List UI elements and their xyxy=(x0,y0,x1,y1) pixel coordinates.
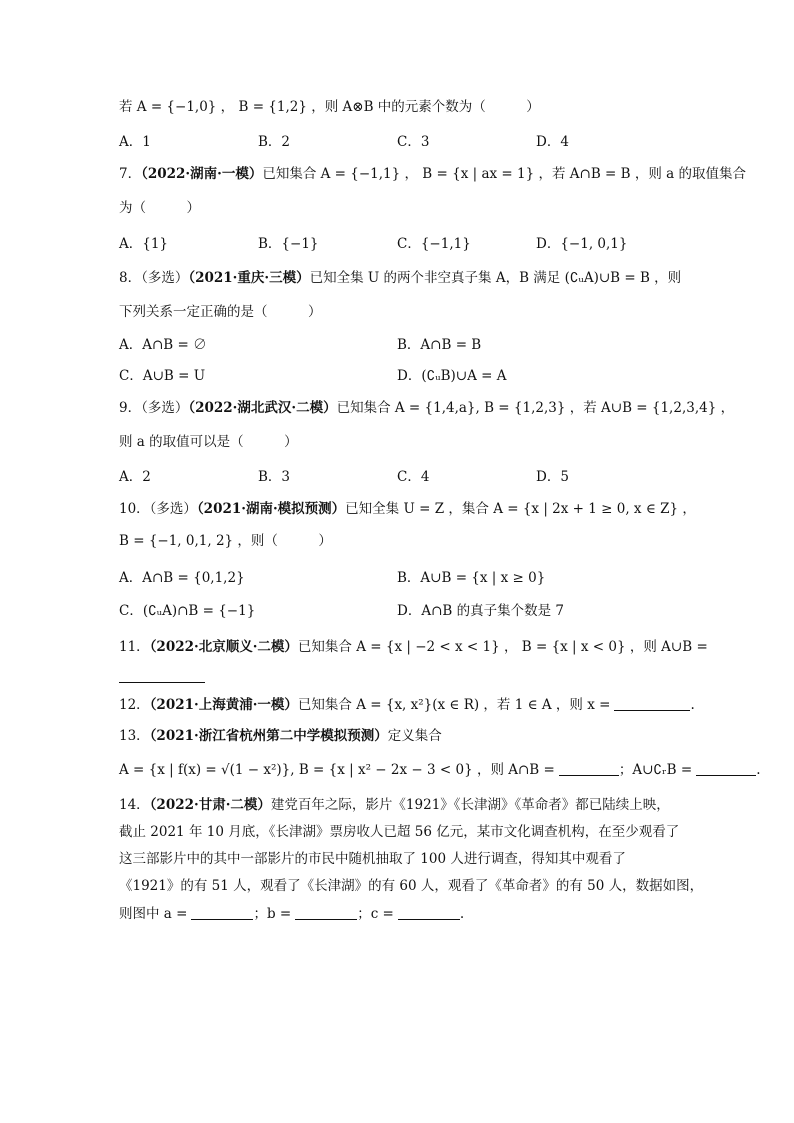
q13-number: 13． xyxy=(119,728,150,744)
q9-option-d: D．5 xyxy=(536,469,569,485)
q8-stem-line2: 下列关系一定正确的是（ ） xyxy=(119,304,322,320)
q9-stem-line1 xyxy=(119,398,734,418)
q9-option-c: C．4 xyxy=(397,469,430,485)
q7-stem-line2: 为（ ） xyxy=(119,200,200,216)
q7-text: 已知集合 A = {−1,1} ， B = {x | ax = 1} ，若 A∩B = B ，则 a 的取值集合 xyxy=(262,166,746,182)
q11-answer-line xyxy=(119,667,205,687)
q6-option-a: A．1 xyxy=(119,134,151,150)
q7-source: （2022·湖南·一模） xyxy=(141,166,263,182)
q10-option-a: A．A∩B = {0,1,2} xyxy=(119,570,245,586)
q11-text: 已知集合 A = {x | −2 < x < 1} ， B = {x | x < 0} ，则 A∪B = xyxy=(297,639,708,655)
q8-source: （2021·重庆·三模） xyxy=(188,270,310,286)
q11-number: 11． xyxy=(119,639,150,655)
q9-option-a: A．2 xyxy=(119,469,151,485)
q8-option-d: D．(∁ᵤB)∪A = A xyxy=(397,368,507,384)
q14-stem-line4: 《1921》的有 51 人，观看了《长津湖》的有 60 人，观看了《革命者》的有 50 人，数据如图， xyxy=(119,878,704,894)
q9-option-b: B．3 xyxy=(258,469,291,485)
q9-source: （2022·湖北武汉·二模） xyxy=(188,400,337,416)
q10-text: 已知全集 U = Z ，集合 A = {x | 2x + 1 ≥ 0, x ∈ Z} ， xyxy=(345,501,696,517)
q7-stem-line1 xyxy=(119,164,746,184)
q14-answer-blank-b[interactable] xyxy=(295,905,357,920)
q14-text-1: 建党百年之际，影片《1921》《长津湖》《革命者》都已陆续上映， xyxy=(270,797,670,813)
q14-text-b: ；b = xyxy=(253,906,292,922)
q13-answer-blank-2[interactable] xyxy=(696,761,756,776)
q6-option-b: B．2 xyxy=(258,134,291,150)
q8-prefix: 8．（多选） xyxy=(119,270,189,286)
q13-stem-line1 xyxy=(119,726,442,746)
q7-option-b: B．{−1} xyxy=(258,236,319,252)
q12-source: （2021·上海黄浦·一模） xyxy=(149,697,298,713)
q14-stem-line2: 截止 2021 年 10 月底，《长津湖》票房收人已超 56 亿元，某市文化调查机构，在至少观看了 xyxy=(119,824,680,840)
q9-stem-line2: 则 a 的取值可以是（ ） xyxy=(119,434,298,450)
q14-number: 14． xyxy=(119,797,150,813)
q8-text: 已知全集 U 的两个非空真子集 A，B 满足 (∁ᵤA)∪B = B ，则 xyxy=(309,270,682,286)
q8-option-a: A．A∩B = ∅ xyxy=(119,337,207,353)
q6-option-d: D．4 xyxy=(536,134,569,150)
q7-option-c: C．{−1,1} xyxy=(397,236,471,252)
q13-stem-line2: A = {x | f(x) = √(1 − x²)}, B = {x | x² − 2x − 3 < 0} ，则 A∩B = ；A∪∁ᵣB = . xyxy=(119,762,761,778)
q12-answer-blank[interactable] xyxy=(614,696,690,711)
q13-text-a: A = {x | f(x) = √(1 − x²)}, B = {x | x² − 2x − 3 < 0} ，则 A∩B = xyxy=(119,762,555,778)
q10-option-d: D．A∩B 的真子集个数是 7 xyxy=(397,603,564,619)
q10-stem-line1 xyxy=(119,499,696,519)
q8-option-b: B．A∩B = B xyxy=(397,337,482,353)
q14-stem-line5: 则图中 a = ；b = ；c = . xyxy=(119,906,465,922)
q7-number: 7． xyxy=(119,166,142,182)
q12-stem: 12．（2021·上海黄浦·一模）已知集合 A = {x, x²}(x ∈ R) ，若 1 ∈ A ，则 x = . xyxy=(119,697,695,713)
q11-stem-line1 xyxy=(119,637,708,657)
q13-text: 定义集合 xyxy=(387,728,442,744)
q6-stem: 若 A = {−1,0} ， B = {1,2} ，则 A⊗B 中的元素个数为（ ） xyxy=(119,99,540,115)
q9-prefix: 9．（多选） xyxy=(119,400,189,416)
q14-stem-line1 xyxy=(119,795,670,815)
q7-option-a: A．{1} xyxy=(119,236,169,252)
q14-text-c: ；c = xyxy=(357,906,394,922)
q13-source: （2021·浙江省杭州第二中学模拟预测） xyxy=(149,728,388,744)
q14-answer-blank-a[interactable] xyxy=(191,905,253,920)
q10-prefix: 10．（多选） xyxy=(119,501,197,517)
q14-text-a: 则图中 a = xyxy=(119,906,188,922)
q10-option-c: C．(∁ᵤA)∩B = {−1} xyxy=(119,603,256,619)
q14-stem-line3: 这三部影片中的其中一部影片的市民中随机抽取了 100 人进行调查，得知其中观看了 xyxy=(119,851,626,867)
q14-answer-blank-c[interactable] xyxy=(398,905,460,920)
q12-text: 已知集合 A = {x, x²}(x ∈ R) ，若 1 ∈ A ，则 x = xyxy=(297,697,611,713)
q13-text-b: ；A∪∁ᵣB = xyxy=(618,762,693,778)
q8-stem-line1 xyxy=(119,268,681,288)
q9-text: 已知集合 A = {1,4,a}, B = {1,2,3} ，若 A∪B = {1,2,3,4} ， xyxy=(336,400,735,416)
q8-option-c: C．A∪B = U xyxy=(119,368,206,384)
q10-stem-line2: B = {−1, 0,1, 2} ，则（ ） xyxy=(119,533,332,549)
q10-option-b: B．A∪B = {x | x ≥ 0} xyxy=(397,570,546,586)
q12-number: 12． xyxy=(119,697,150,713)
q7-option-d: D．{−1, 0,1} xyxy=(536,236,628,252)
q14-source: （2022·甘肃·二模） xyxy=(149,797,271,813)
q10-source: （2021·湖南·模拟预测） xyxy=(196,501,346,517)
q13-answer-blank-1[interactable] xyxy=(559,761,619,776)
q6-option-c: C．3 xyxy=(397,134,430,150)
q11-answer-blank[interactable] xyxy=(119,668,205,683)
q11-source: （2022·北京顺义·二模） xyxy=(149,639,298,655)
